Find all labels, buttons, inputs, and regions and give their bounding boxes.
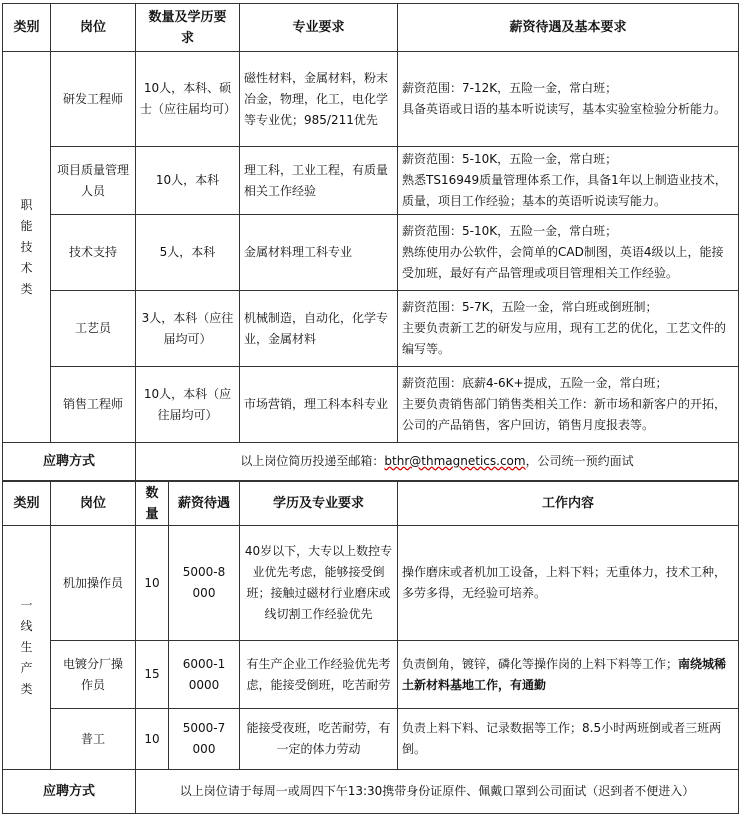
position-cell: 销售工程师 bbox=[51, 367, 136, 443]
apply-method-row bbox=[3, 443, 739, 481]
table-functional-technical bbox=[2, 3, 739, 481]
salary-cell: 6000-10000 bbox=[169, 641, 240, 709]
duties-text: 负责上料下料、记录数据等工作；8.5小时两班倒或者三班两倒。 bbox=[402, 721, 722, 756]
salary-text: 薪资范围：底薪4-6K+提成，五险一金，常白班； bbox=[402, 376, 668, 390]
header-category: 类别 bbox=[3, 4, 51, 52]
requirements-text: 主要负责新工艺的研发与应用，现有工艺的优化，工艺文件的编写等。 bbox=[402, 321, 727, 356]
requirements-text: 主要负责销售部门销售类相关工作：新市场和新客户的开拓，公司的产品销售，客户回访，销售月度报表等。 bbox=[402, 397, 727, 432]
table-header-row bbox=[3, 4, 739, 52]
requirements-cell: 40岁以下，大专以上数控专业优先考虑，能够接受倒班；接触过磁材行业磨床或线切割工作经验优先 bbox=[240, 526, 398, 641]
salary-requirements-cell bbox=[398, 291, 739, 367]
duties-cell bbox=[398, 526, 739, 641]
duties-text: 操作磨床或者机加工设备，上料下料；无重体力，技术工种，多劳多得，无经验可培养。 bbox=[402, 565, 727, 600]
major-cell: 机械制造，自动化，化学专业，金属材料 bbox=[240, 291, 398, 367]
quantity-cell: 15 bbox=[136, 641, 169, 709]
apply-method-label: 应聘方式 bbox=[3, 770, 136, 814]
apply-method-text: 以上岗位请于每周一或周四下午13:30携带身份证原件、佩戴口罩到公司面试（迟到者不便进入） bbox=[136, 770, 739, 814]
apply-method-text bbox=[136, 443, 739, 481]
table-row bbox=[3, 215, 739, 291]
requirements-text: 熟练使用办公软件，会简单的CAD制图，英语4级以上，能接受加班，最好有产品管理或项目管理相关工作经验。 bbox=[402, 245, 724, 280]
salary-requirements-cell bbox=[398, 215, 739, 291]
header-position: 岗位 bbox=[51, 482, 136, 526]
apply-text-before: 以上岗位简历投递至邮箱： bbox=[240, 454, 385, 468]
duties-cell bbox=[398, 641, 739, 709]
requirements-text: 熟悉TS16949质量管理体系工作，具备1年以上制造业技术，质量，项目工作经验；基本的英语听说读写能力。 bbox=[402, 173, 727, 208]
duties-text: 负责倒角，镀锌，磷化等操作岗的上料下料等工作； bbox=[402, 656, 679, 671]
salary-requirements-cell bbox=[398, 147, 739, 215]
table-header-row bbox=[3, 482, 739, 526]
position-cell: 研发工程师 bbox=[51, 52, 136, 147]
apply-text-after: ，公司统一预约面试 bbox=[525, 454, 634, 468]
quantity-cell: 10人，本科 bbox=[136, 147, 240, 215]
salary-cell: 5000-7000 bbox=[169, 709, 240, 770]
table-row bbox=[3, 291, 739, 367]
header-major: 专业要求 bbox=[240, 4, 398, 52]
salary-cell: 5000-8000 bbox=[169, 526, 240, 641]
quantity-cell: 10人，本科（应往届均可） bbox=[136, 367, 240, 443]
major-cell: 磁性材料，金属材料，粉末冶金，物理，化工，电化学等专业优；985/211优先 bbox=[240, 52, 398, 147]
quantity-cell: 10 bbox=[136, 709, 169, 770]
position-cell: 工艺员 bbox=[51, 291, 136, 367]
duties-bold-text: 南绕城稀土新材料基地工作，有通勤 bbox=[402, 656, 727, 692]
salary-text: 薪资范围：7-12K，五险一金，常白班； bbox=[402, 81, 618, 95]
header-salary: 薪资待遇 bbox=[169, 482, 240, 526]
category-cell: 职能技术类 bbox=[3, 52, 51, 443]
requirements-cell: 能接受夜班，吃苦耐劳，有一定的体力劳动 bbox=[240, 709, 398, 770]
apply-method-row bbox=[3, 770, 739, 814]
requirements-cell: 有生产企业工作经验优先考虑，能接受倒班，吃苦耐劳 bbox=[240, 641, 398, 709]
duties-cell bbox=[398, 709, 739, 770]
position-cell: 电镀分厂操作员 bbox=[51, 641, 136, 709]
header-category: 类别 bbox=[3, 482, 51, 526]
header-education-major: 学历及专业要求 bbox=[240, 482, 398, 526]
position-cell: 机加操作员 bbox=[51, 526, 136, 641]
category-cell: 一线生产类 bbox=[3, 526, 51, 770]
position-cell: 技术支持 bbox=[51, 215, 136, 291]
apply-email-link[interactable]: bthr@thmagnetics.com bbox=[384, 454, 526, 468]
salary-text: 薪资范围：5-7K，五险一金，常白班或倒班制； bbox=[402, 300, 658, 314]
apply-method-label: 应聘方式 bbox=[3, 443, 136, 481]
major-cell: 市场营销，理工科本科专业 bbox=[240, 367, 398, 443]
table-row bbox=[3, 709, 739, 770]
position-cell: 项目质量管理人员 bbox=[51, 147, 136, 215]
header-position: 岗位 bbox=[51, 4, 136, 52]
table-row bbox=[3, 147, 739, 215]
position-cell: 普工 bbox=[51, 709, 136, 770]
header-quantity: 数量 bbox=[136, 482, 169, 526]
table-row bbox=[3, 641, 739, 709]
table-row bbox=[3, 52, 739, 147]
requirements-text: 具备英语或日语的基本听说读写，基本实验室检验分析能力。 bbox=[402, 102, 727, 116]
major-cell: 金属材料理工科专业 bbox=[240, 215, 398, 291]
header-quantity-education: 数量及学历要求 bbox=[136, 4, 240, 52]
quantity-cell: 10 bbox=[136, 526, 169, 641]
header-salary-requirements: 薪资待遇及基本要求 bbox=[398, 4, 739, 52]
salary-requirements-cell bbox=[398, 52, 739, 147]
header-job-content: 工作内容 bbox=[398, 482, 739, 526]
salary-text: 薪资范围：5-10K，五险一金，常白班； bbox=[402, 152, 618, 166]
quantity-cell: 3人，本科（应往届均可） bbox=[136, 291, 240, 367]
salary-text: 薪资范围：5-10K，五险一金，常白班； bbox=[402, 224, 618, 238]
table-row bbox=[3, 526, 739, 641]
table-production bbox=[2, 481, 739, 814]
salary-requirements-cell bbox=[398, 367, 739, 443]
quantity-cell: 10人，本科、硕士（应往届均可） bbox=[136, 52, 240, 147]
table-row bbox=[3, 367, 739, 443]
major-cell: 理工科，工业工程，有质量相关工作经验 bbox=[240, 147, 398, 215]
quantity-cell: 5人，本科 bbox=[136, 215, 240, 291]
